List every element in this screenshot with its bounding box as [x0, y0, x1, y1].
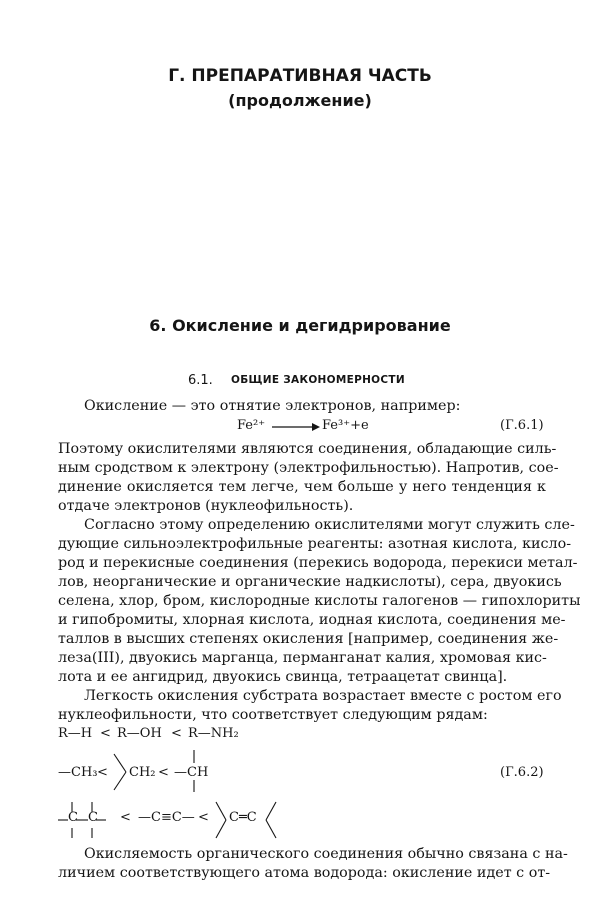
paragraph-line: Окисляемость органического соединения обычно связана с на-	[84, 846, 568, 862]
paragraph-line: дующие сильноэлектрофильные реагенты: азотная кислота, кисло-	[58, 536, 572, 552]
less-than-symbol: <	[100, 726, 111, 741]
reaction-arrow-icon	[272, 420, 320, 434]
paragraph-line: леза(III), двуокись марганца, перманганат калия, хромовая кис-	[58, 650, 547, 666]
formula-roh: R—OH	[117, 726, 162, 741]
carbon-atom: C	[88, 810, 98, 825]
less-than-symbol: <	[97, 765, 108, 780]
paragraph-line: род и перекисные соединения (перекись водорода, перекиси метал-	[58, 555, 578, 571]
branch-bond-icon	[112, 752, 130, 792]
paragraph-line: Поэтому окислителями являются соединения, обладающие силь-	[58, 441, 557, 457]
part-title: Г. ПРЕПАРАТИВНАЯ ЧАСТЬ	[168, 66, 432, 86]
less-than-symbol: <	[158, 765, 169, 780]
paragraph-line: селена, хлор, бром, кислородные кислоты галогенов — гипохлориты	[58, 593, 581, 609]
equation-rhs: Fe³⁺+e	[322, 418, 369, 433]
paragraph-line: таллов в высших степенях окисления [например, соединения же-	[58, 631, 559, 647]
less-than-symbol: <	[120, 810, 131, 825]
formula-rh: R—H	[58, 726, 93, 741]
less-than-symbol: <	[198, 810, 209, 825]
alkene-skeleton-icon	[214, 800, 284, 840]
paragraph-line: Окисление — это отнятие электронов, например:	[84, 398, 461, 414]
paragraph-line: нуклеофильности, что соответствует следующим рядам:	[58, 707, 488, 723]
paragraph-line: личием соответствующего атома водорода: окисление идет с от-	[58, 865, 551, 881]
chapter-title: 6. Окисление и дегидрирование	[149, 316, 451, 335]
formula-methyl: —CH₃	[58, 765, 98, 780]
ethane-skeleton-icon	[56, 800, 136, 840]
paragraph-line: лота и ее ангидрид, двуокись свинца, тетраацетат свинца].	[58, 669, 508, 685]
part-subtitle: (продолжение)	[228, 91, 372, 110]
formula-methine: —CH	[174, 765, 209, 780]
section-title: ОБЩИЕ ЗАКОНОМЕРНОСТИ	[231, 374, 405, 386]
equation-label: (Г.6.2)	[500, 765, 544, 780]
paragraph-line: динение окисляется тем легче, чем больше у него тенденция к	[58, 479, 546, 495]
equation-lhs: Fe²⁺	[237, 418, 266, 433]
equation-oxidation-fe	[0, 418, 600, 438]
paragraph-line: Согласно этому определению окислителями могут служить сле-	[84, 517, 575, 533]
less-than-symbol: <	[171, 726, 182, 741]
carbon-atom: C	[68, 810, 78, 825]
paragraph-line: Легкость окисления субстрата возрастает вместе с ростом его	[84, 688, 562, 704]
section-number: 6.1.	[188, 373, 213, 388]
vertical-bond-icon	[190, 748, 198, 794]
paragraph-line: и гипобромиты, хлорная кислота, иодная кислота, соединения ме-	[58, 612, 566, 628]
paragraph-line: лов, неорганические и органические надкислоты), сера, двуокись	[58, 574, 562, 590]
formula-rnh2: R—NH₂	[188, 726, 239, 741]
formula-alkyne: —C≡C—	[138, 810, 195, 825]
formula-alkene: C═C	[229, 810, 257, 825]
equation-label: (Г.6.1)	[500, 418, 544, 433]
paragraph-line: отдаче электронов (нуклеофильность).	[58, 498, 354, 514]
formula-methylene: CH₂	[129, 765, 156, 780]
paragraph-line: ным сродством к электрону (электрофильностью). Напротив, сое-	[58, 460, 559, 476]
